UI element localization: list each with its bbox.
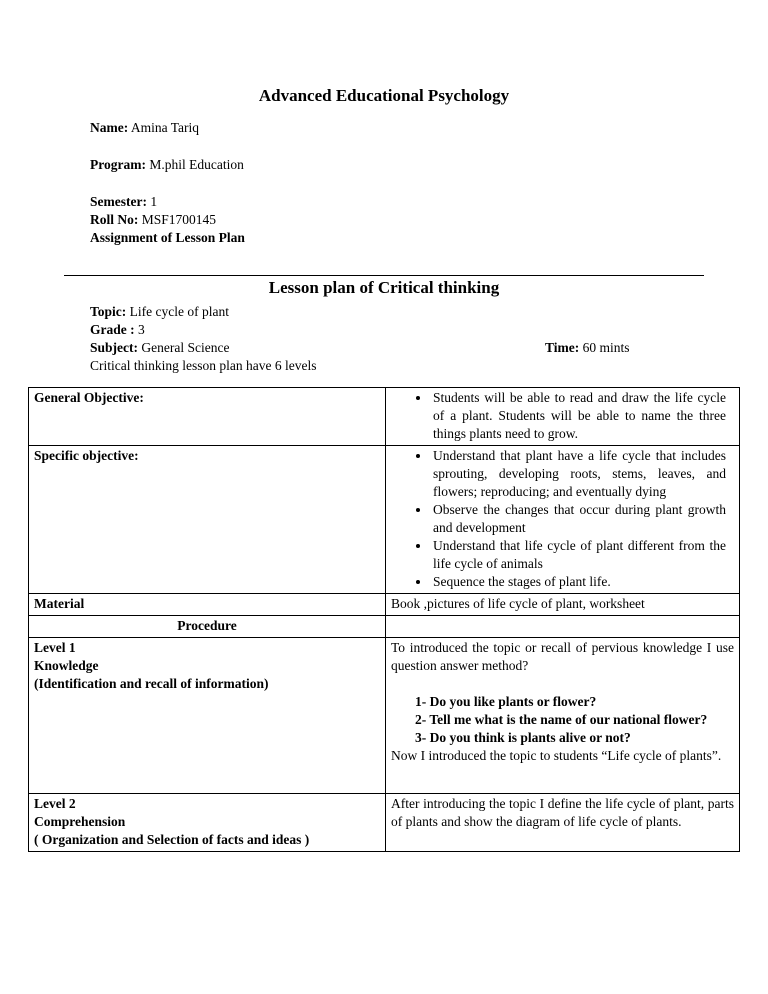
level2-title: Level 2 (34, 796, 76, 811)
bullet-item: • Understand that life cycle of plant different from the life cycle of animals (431, 537, 734, 573)
row-level-1 (29, 638, 740, 794)
bullet-item: • Students will be able to read and draw the life cycle of a plant. Students will be able to name the three things plants need to grow. (431, 389, 734, 443)
grade-label: Grade : (90, 322, 135, 337)
level1-title: Level 1 (34, 640, 76, 655)
roll-no-line (90, 211, 768, 229)
lesson-plan-table (28, 387, 740, 852)
material-label: Material (29, 594, 386, 616)
bullet-item: • Observe the changes that occur during plant growth and development (431, 501, 734, 537)
level1-content-cell (386, 638, 740, 794)
name-line (90, 119, 768, 137)
grade-line (90, 321, 768, 339)
row-general-objective (29, 388, 740, 446)
procedure-heading: Procedure (29, 616, 386, 638)
row-level-2 (29, 794, 740, 852)
question-item: 1- Do you like plants or flower? (415, 694, 597, 709)
specific-objective-content (386, 446, 740, 594)
semester-label: Semester: (90, 194, 147, 209)
header-block (90, 119, 768, 247)
roll-no-value: MSF1700145 (138, 212, 217, 227)
time-label: Time: (545, 340, 580, 355)
name-value: Amina Tariq (128, 120, 200, 135)
assignment-line (90, 229, 768, 247)
level1-question-list (391, 693, 734, 747)
divider-line (64, 275, 704, 276)
document-title: Advanced Educational Psychology (258, 86, 510, 105)
levels-note: Critical thinking lesson plan have 6 levels (90, 358, 317, 373)
question-item: 2- Tell me what is the name of our national flower? (415, 712, 708, 727)
level2-description: ( Organization and Selection of facts and ideas ) (34, 832, 310, 847)
semester-line (90, 193, 768, 211)
level1-intro: To introduced the topic or recall of pervious knowledge I use question answer method? (391, 640, 734, 673)
lesson-plan-title: Lesson plan of Critical thinking (268, 278, 500, 297)
row-specific-objective (29, 446, 740, 594)
level1-category: Knowledge (34, 658, 99, 673)
meta-block (90, 303, 768, 375)
program-value: M.phil Education (145, 157, 244, 172)
question-item: 3- Do you think is plants alive or not? (415, 730, 631, 745)
material-value: Book ,pictures of life cycle of plant, worksheet (386, 594, 740, 616)
general-objective-bullet-list (391, 389, 734, 443)
level1-label-cell (29, 638, 386, 794)
row-material (29, 594, 740, 616)
subject-label: Subject: (90, 340, 138, 355)
specific-objective-label: Specific objective: (29, 446, 386, 594)
time-field (545, 339, 630, 357)
level2-category: Comprehension (34, 814, 126, 829)
level2-label-cell (29, 794, 386, 852)
topic-line (90, 303, 768, 321)
topic-value: Life cycle of plant (126, 304, 229, 319)
program-label: Program: (90, 157, 146, 172)
general-objective-content (386, 388, 740, 446)
semester-value: 1 (146, 194, 158, 209)
roll-no-label: Roll No: (90, 212, 139, 227)
subject-line (90, 339, 768, 357)
bullet-item: • Understand that plant have a life cycle that includes sprouting, developing roots, stems, leaves, and flowers; reproducing; and eventually dying (431, 447, 734, 501)
bullet-item: • Sequence the stages of plant life. (431, 573, 734, 591)
grade-value: 3 (134, 322, 145, 337)
assignment-title: Assignment of Lesson Plan (90, 230, 245, 245)
subject-value: General Science (138, 340, 230, 355)
specific-objective-bullet-list (391, 447, 734, 591)
topic-label: Topic: (90, 304, 127, 319)
row-procedure (29, 616, 740, 638)
name-label: Name: (90, 120, 129, 135)
procedure-empty-cell (386, 616, 740, 638)
program-line (90, 156, 768, 174)
time-value: 60 mints (579, 340, 630, 355)
general-objective-label: General Objective: (29, 388, 386, 446)
level2-content-cell: After introducing the topic I define the life cycle of plant, parts of plants and show the diagram of life cycle of plants. (386, 794, 740, 852)
level1-outro: Now I introduced the topic to students “Life cycle of plants”. (391, 748, 722, 763)
level1-description: (Identification and recall of information) (34, 676, 269, 691)
